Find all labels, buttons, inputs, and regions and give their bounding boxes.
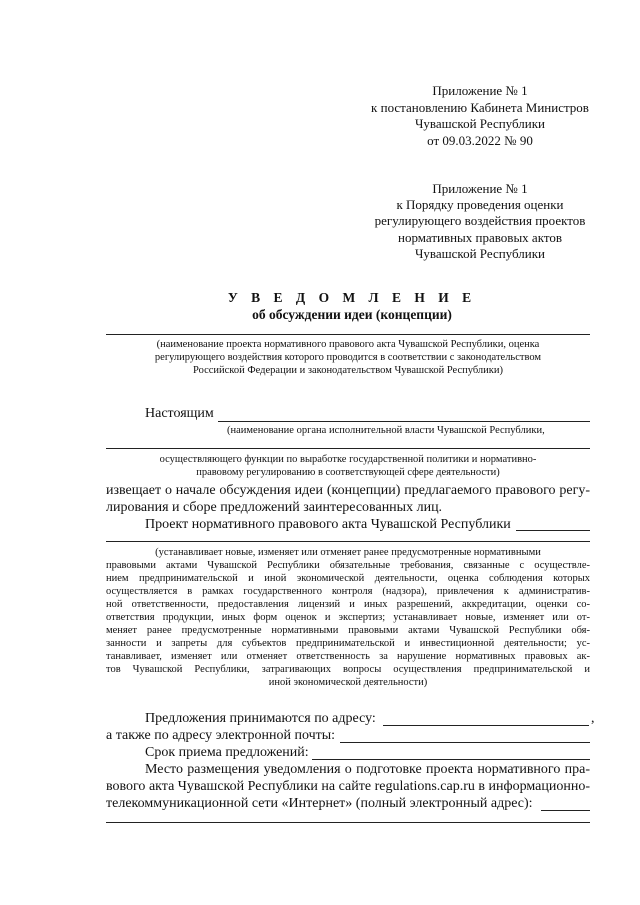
- caption-authority-l3: правовому регулированию в соответствующей сфере деятельности): [196, 467, 500, 478]
- project-name-blank-line: [106, 334, 590, 335]
- deadline-blank-line: [312, 759, 590, 760]
- caption-requirements-l9: танавливает, изменяет или отменяет ответственность за нарушение нормативных правовых ак-: [106, 651, 590, 662]
- caption-requirements-l11: иной экономической деятельности): [268, 677, 428, 688]
- document-subtitle: об обсуждении идеи (концепции): [252, 307, 452, 322]
- place-line-2: вового акта Чувашской Республики на сайте regulations.cap.ru в информационно-: [106, 779, 590, 794]
- address-label: Предложения принимаются по адресу:: [145, 711, 376, 726]
- caption-authority-l2: осуществляющего функции по выработке государственной политики и нормативно-: [159, 454, 537, 465]
- address-blank-line: [383, 725, 589, 726]
- caption-project-name-l1: (наименование проекта нормативного правового акта Чувашской Республики, оценка: [156, 339, 540, 350]
- authority-blank-line: [218, 421, 590, 422]
- place-line-1: Место размещения уведомления о подготовке проекта нормативного пра-: [145, 762, 590, 777]
- email-blank-line: [340, 742, 590, 743]
- deadline-label: Срок приема предложений:: [145, 745, 309, 760]
- place-line-3: телекоммуникационной сети «Интернет» (полный электронный адрес):: [106, 796, 533, 811]
- url-blank-line-2: [106, 822, 590, 823]
- notice-line-3: Проект нормативного правового акта Чувашской Республики: [145, 517, 511, 532]
- notice-line-1: извещает о начале обсуждения идеи (концепции) предлагаемого правового регу-: [106, 483, 590, 498]
- caption-requirements-l4: осуществляется в рамках государственного контроля (надзора), привлечения к административ-: [106, 586, 590, 597]
- project-blank-line-2: [106, 541, 590, 542]
- caption-requirements-l5: ной ответственности, предоставления лицензий и иных разрешений, аккредитации, оценки со-: [106, 599, 590, 610]
- caption-requirements-l2: правовыми актами Чувашской Республики обязательные требования, связанные с осуществле-: [106, 560, 590, 571]
- caption-requirements-l1: (устанавливает новые, изменяет или отменяет ранее предусмотренные нормативными: [155, 547, 541, 558]
- annex1-line1: Приложение № 1: [432, 83, 528, 98]
- present-label: Настоящим: [145, 406, 214, 421]
- email-label: а также по адресу электронной почты:: [106, 728, 336, 743]
- annex2-line3: регулирующего воздействия проектов: [374, 213, 586, 228]
- caption-requirements-l3: нием предпринимательской и иной экономической деятельности, оценка соблюдения которых: [106, 573, 590, 584]
- caption-requirements-l10: тов Чувашской Республики, затрагивающих вопросы осуществления предпринимательской и: [106, 664, 590, 675]
- address-comma: ,: [591, 711, 595, 726]
- annex1-date: от 09.03.2022 № 90: [427, 133, 533, 148]
- caption-requirements-l7: меняет ранее предусмотренные нормативными правовыми актами Чувашской Республики обя-: [106, 625, 590, 636]
- authority-blank-line-2: [106, 448, 590, 449]
- annex2-line2: к Порядку проведения оценки: [396, 197, 564, 212]
- annex2-line1: Приложение № 1: [432, 181, 528, 196]
- caption-requirements-l6: ответствия продукции, иных форм оценок и экспертиз; устанавливает новые, изменяет или от-: [106, 612, 590, 623]
- project-blank-line: [516, 530, 590, 531]
- document-title: У В Е Д О М Л Е Н И Е: [227, 290, 477, 305]
- caption-project-name-l2: регулирующего воздействия которого проводится в соответствии с законодательством: [154, 352, 542, 363]
- annex2-line5: Чувашской Республики: [414, 246, 546, 261]
- annex1-line3: Чувашской Республики: [414, 116, 546, 131]
- caption-requirements-l8: занности и запреты для субъектов предпринимательской и инвестиционной деятельности; ус-: [106, 638, 590, 649]
- caption-authority-l1: (наименование органа исполнительной власти Чувашской Республики,: [227, 425, 545, 436]
- caption-project-name-l3: Российской Федерации и законодательством Чувашской Республики): [192, 365, 504, 376]
- annex1-line2: к постановлению Кабинета Министров: [371, 100, 589, 115]
- url-blank-line: [541, 810, 590, 811]
- notice-line-2: лирования и сборе предложений заинтересованных лиц.: [106, 500, 443, 515]
- annex2-line4: нормативных правовых актов: [397, 230, 562, 245]
